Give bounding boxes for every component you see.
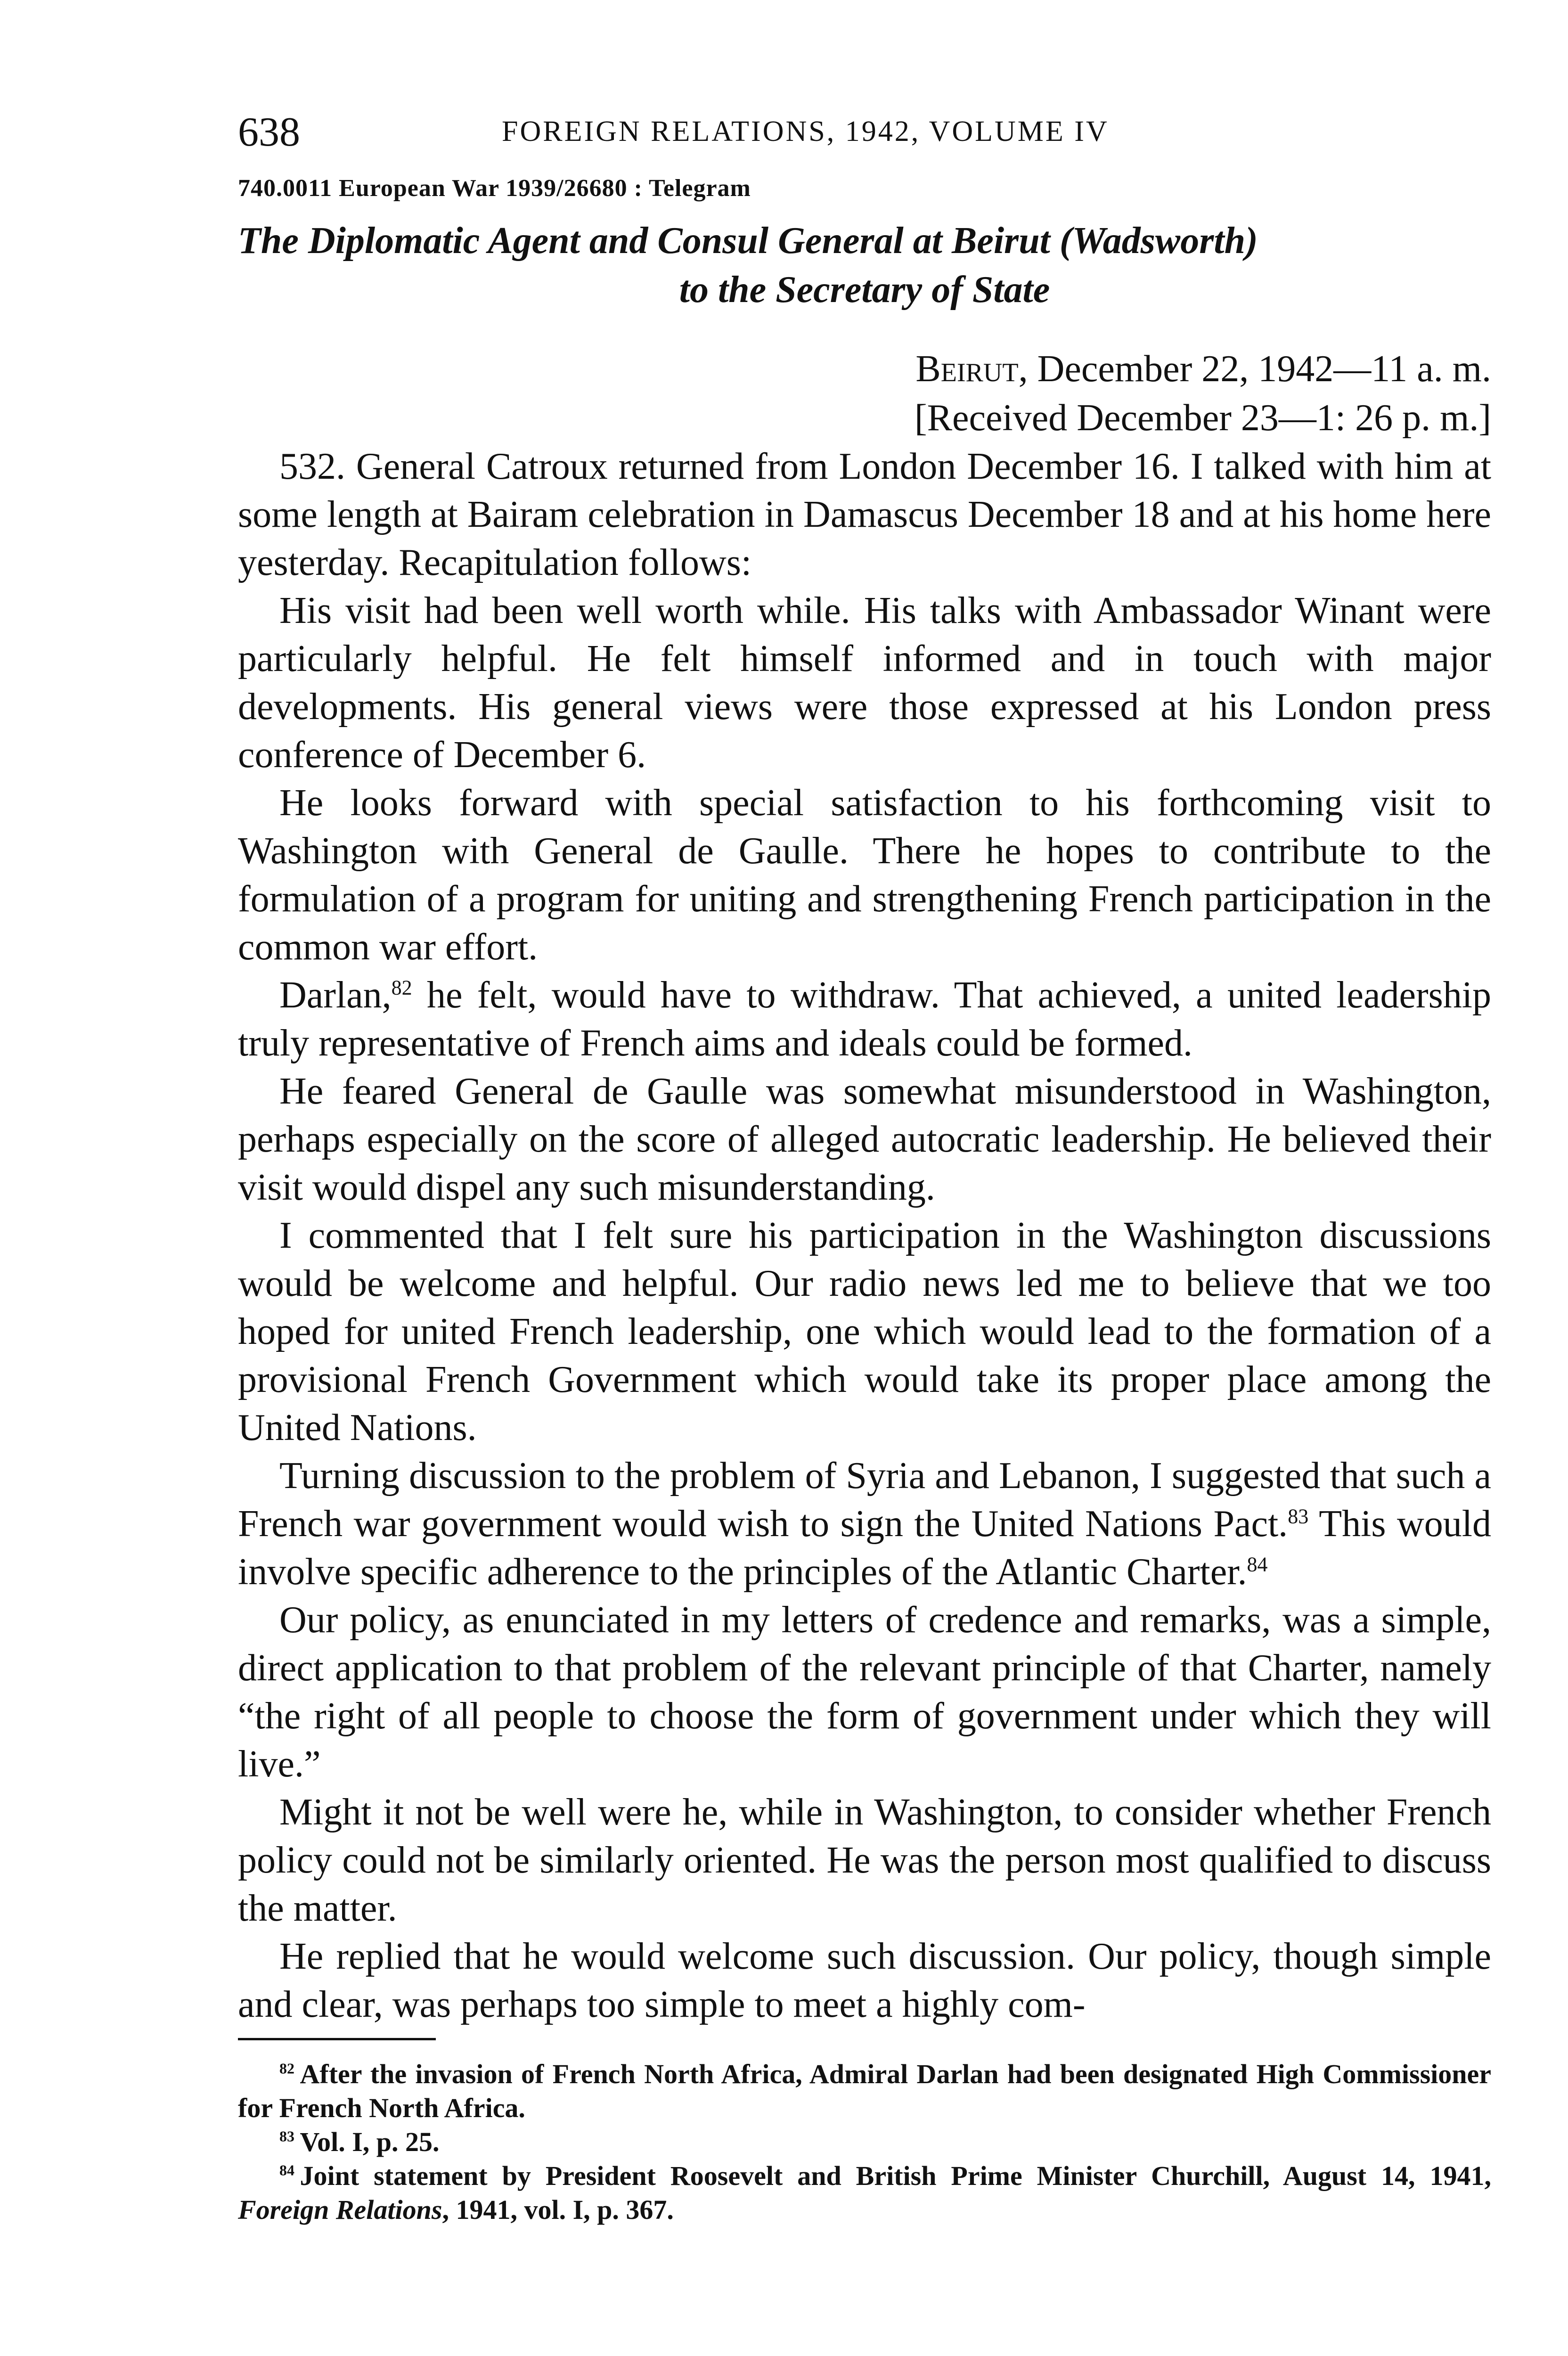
footnotes	[238, 2057, 1491, 2227]
footnote-number: 82	[279, 2060, 294, 2077]
paragraph: Our policy, as enunciated in my letters of credence and remarks, was a simple, direct application to that problem of the relevant principle of that Charter, namely “the right of all people to choose the form of government under which they will live.”	[238, 1599, 1491, 1785]
footnote-marker: 84	[1247, 1553, 1268, 1576]
sent-line	[238, 344, 1491, 393]
document-title-line-2: to the Secretary of State	[679, 269, 1050, 311]
dateline-place: Beirut	[915, 348, 1019, 390]
footnote	[238, 2057, 1491, 2125]
footnote-citation-title: Foreign Relations	[238, 2194, 442, 2225]
footnote-text: , 1941, vol. I, p. 367.	[442, 2194, 674, 2225]
footnote-text: Joint statement by President Roosevelt and British Prime Minister Churchill, August 14, 1941,	[300, 2160, 1491, 2191]
page-header	[238, 108, 1491, 174]
dateline-sent: , December 22, 1942—11 a. m.	[1018, 348, 1491, 390]
paragraph-text: Turning discussion to the problem of Syria and Lebanon, I suggested that such a French war government would wish to sign the United Nations Pact.	[238, 1455, 1491, 1545]
paragraph-text: he felt, would have to withdraw. That achieved, a united leadership truly representative of French aims and ideals could be formed.	[238, 974, 1491, 1064]
paragraph: I commented that I felt sure his participation in the Washington discussions would be welcome and helpful. Our radio news led me to believe that we too hoped for united French leadership, one which would lead to the formation of a provisional French Government which would take its proper place among the United Nations.	[238, 1215, 1491, 1448]
document-title	[238, 216, 1491, 314]
paragraph: Might it not be well were he, while in Washington, to consider whether French policy could not be similarly oriented. He was the person most qualified to discuss the matter.	[238, 1792, 1491, 1929]
footnote	[238, 2125, 1491, 2159]
paragraph	[238, 1452, 1491, 1596]
received-line: [Received December 23—1: 26 p. m.]	[914, 397, 1491, 439]
dateline	[238, 344, 1491, 442]
paragraph: He replied that he would welcome such discussion. Our policy, though simple and clear, was perhaps too simple to meet a highly com-	[238, 1936, 1491, 2025]
paragraph: He looks forward with special satisfaction to his forthcoming visit to Washington with General de Gaulle. There he hopes to contribute to the formulation of a program for uniting and strengthening French participation in the common war effort.	[238, 782, 1491, 968]
footnote-number: 84	[279, 2162, 294, 2179]
paragraph: He feared General de Gaulle was somewhat misunderstood in Washington, perhaps especially on the score of alleged autocratic leadership. He believed their visit would dispel any such misunderstanding.	[238, 1071, 1491, 1208]
page-number: 638	[238, 109, 300, 155]
paragraph: 532. General Catroux returned from London December 16. I talked with him at some length at Bairam celebration in Damascus December 18 and at his home here yesterday. Recapitulation follows:	[238, 446, 1491, 583]
paragraph-text: Darlan,	[279, 974, 392, 1016]
footnote-divider	[238, 2038, 436, 2040]
paragraph-text: This would involve specific adherence to the principles of the Atlantic Charter.	[238, 1503, 1492, 1593]
footnote-marker: 83	[1288, 1505, 1309, 1528]
document-title-line-1: The Diplomatic Agent and Consul General at Beirut (Wadsworth)	[238, 220, 1258, 262]
paragraph	[238, 971, 1491, 1067]
paragraph: His visit had been well worth while. His talks with Ambassador Winant were particularly helpful. He felt himself informed and in touch with major developments. His general views were those expressed at his London press conference of December 6.	[238, 590, 1491, 776]
running-head: FOREIGN RELATIONS, 1942, VOLUME IV	[502, 115, 1109, 147]
footnote-marker: 82	[391, 976, 412, 999]
footnote-number: 83	[279, 2128, 294, 2145]
document-page	[238, 108, 1491, 2356]
telegram-body	[238, 442, 1491, 2029]
footnote-text: Vol. I, p. 25.	[300, 2127, 440, 2157]
footnote	[238, 2159, 1491, 2227]
file-reference: 740.0011 European War 1939/26680 : Telegram	[238, 175, 751, 202]
footnote-text: After the invasion of French North Africa, Admiral Darlan had been designated High Commissioner for French North Africa.	[238, 2059, 1491, 2123]
